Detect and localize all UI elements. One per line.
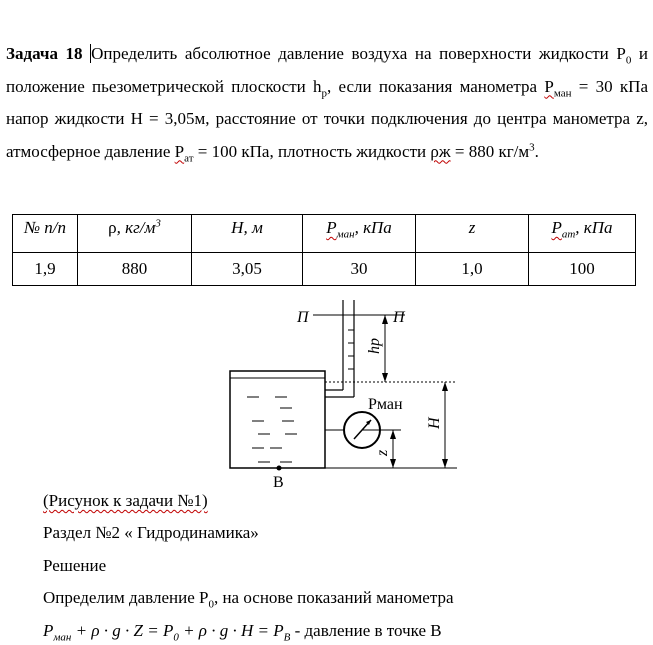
table-cell: 1,0 bbox=[416, 253, 529, 286]
pman-label: Pман bbox=[368, 396, 403, 413]
table-cell: 30 bbox=[303, 253, 416, 286]
table-row bbox=[13, 253, 636, 286]
table-header-cell: z bbox=[416, 215, 529, 253]
table-header-cell: $P_{ат}$, кПа bbox=[529, 215, 636, 253]
problem-statement: Задача 18 Определить абсолютное давление воздуха на поверхности жидкости $P_0$ и положение пьезометрической плоскости $h_p$, если показания манометра $P_{ман} = 30$ кПа напор жидкости Н = 3,05м, расстояние от точки подключения до центра манометра z, атмосферное давление $P_{ат} = 100$ кПа, плотность жидкости ρж = 880 $кг/м^3$. bbox=[6, 44, 648, 164]
formula-line: $P_{ман} + \rho \cdot g \cdot Z = P_0 + \rho \cdot g \cdot H = P_B$ - давление в точке В bbox=[43, 621, 442, 644]
point-b-label: B bbox=[273, 474, 284, 491]
data-table bbox=[12, 214, 636, 286]
solution-step: Определим давление $P_0$, на основе показаний манометра bbox=[43, 588, 454, 611]
figure-caption: (Рисунок к задачи №1) bbox=[43, 491, 208, 510]
section-title: Раздел №2 « Гидродинамика» bbox=[43, 523, 259, 542]
table-cell: 880 bbox=[78, 253, 192, 286]
solution-heading: Решение bbox=[43, 556, 107, 575]
rho-term: ρж bbox=[430, 141, 451, 161]
pi-right-label: П bbox=[393, 309, 405, 326]
z-label: z bbox=[374, 449, 391, 456]
pman-term: $P_{ман}$ bbox=[544, 76, 572, 99]
tank-diagram bbox=[225, 296, 475, 494]
table-header-cell: № п/п bbox=[13, 215, 78, 253]
pat-term: $P_{ат}$ bbox=[174, 141, 194, 164]
pi-left-label: П bbox=[297, 309, 309, 326]
table-header-row bbox=[13, 215, 636, 253]
table-header-cell: $P_{ман}$, кПа bbox=[303, 215, 416, 253]
table-header-cell: H, м bbox=[192, 215, 303, 253]
table-header-cell: ρ, $кг/м^3$ bbox=[78, 215, 192, 253]
table-cell: 1,9 bbox=[13, 253, 78, 286]
table-cell: 100 bbox=[529, 253, 636, 286]
hp-label: hp bbox=[366, 338, 383, 354]
h-label: H bbox=[426, 417, 443, 429]
table-cell: 3,05 bbox=[192, 253, 303, 286]
problem-title: Задача 18 bbox=[6, 44, 83, 63]
